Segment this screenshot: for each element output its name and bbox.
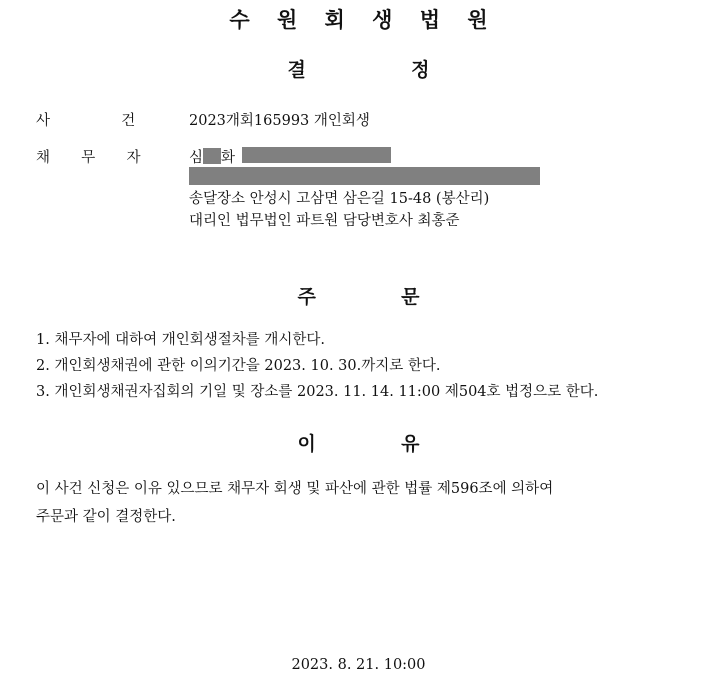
debtor-label xyxy=(36,146,140,167)
decision-title-char: 결 xyxy=(287,59,306,81)
reason-heading-char: 유 xyxy=(401,433,420,455)
case-label xyxy=(36,109,135,130)
id-redaction xyxy=(242,147,391,163)
order-heading-char: 문 xyxy=(401,286,420,308)
court-char: 수 xyxy=(229,8,250,32)
decision-title xyxy=(0,55,717,82)
case-label-char: 건 xyxy=(121,113,136,129)
order-heading-char: 주 xyxy=(297,286,316,308)
debtor-label-char: 무 xyxy=(81,150,96,166)
debtor-label-char: 채 xyxy=(36,150,51,166)
delivery-address: 송달장소 안성시 고삼면 삼은길 15-48 (봉산리) xyxy=(189,191,490,207)
court-char: 회 xyxy=(324,8,345,32)
court-char: 원 xyxy=(276,8,298,32)
order-item: 2. 개인회생채권에 관한 이의기간을 2023. 10. 30.까지로 한다. xyxy=(36,358,441,374)
case-label-char: 사 xyxy=(36,113,51,129)
court-name xyxy=(0,4,717,34)
order-item: 3. 개인회생채권자집회의 기일 및 장소를 2023. 11. 14. 11:00 제504호 법정으로 한다. xyxy=(36,384,599,400)
legal-agent: 대리인 법무법인 파트원 담당변호사 최홍준 xyxy=(189,213,460,229)
reason-heading xyxy=(0,429,717,456)
decision-title-char: 정 xyxy=(411,59,430,81)
court-char: 원 xyxy=(467,8,488,32)
order-item: 1. 채무자에 대하여 개인회생절차를 개시한다. xyxy=(36,332,326,348)
decision-date: 2023. 8. 21. 10:00 xyxy=(291,657,426,673)
debtor-name-first: 심 xyxy=(189,150,204,166)
debtor-label-char: 자 xyxy=(126,150,141,166)
name-redaction xyxy=(203,148,221,164)
debtor-name-last: 화 xyxy=(221,150,236,166)
order-heading xyxy=(0,282,717,309)
address-redaction xyxy=(189,167,540,185)
court-char: 생 xyxy=(372,8,393,32)
reason-heading-char: 이 xyxy=(297,433,316,455)
court-char: 법 xyxy=(419,8,441,32)
case-number: 2023개회165993 개인회생 xyxy=(189,113,370,129)
reason-text-line: 이 사건 신청은 이유 있으므로 채무자 회생 및 파산에 관한 법률 제596조에 의하여 xyxy=(36,481,554,497)
debtor-name xyxy=(189,146,235,167)
reason-text-line: 주문과 같이 결정한다. xyxy=(36,509,176,525)
